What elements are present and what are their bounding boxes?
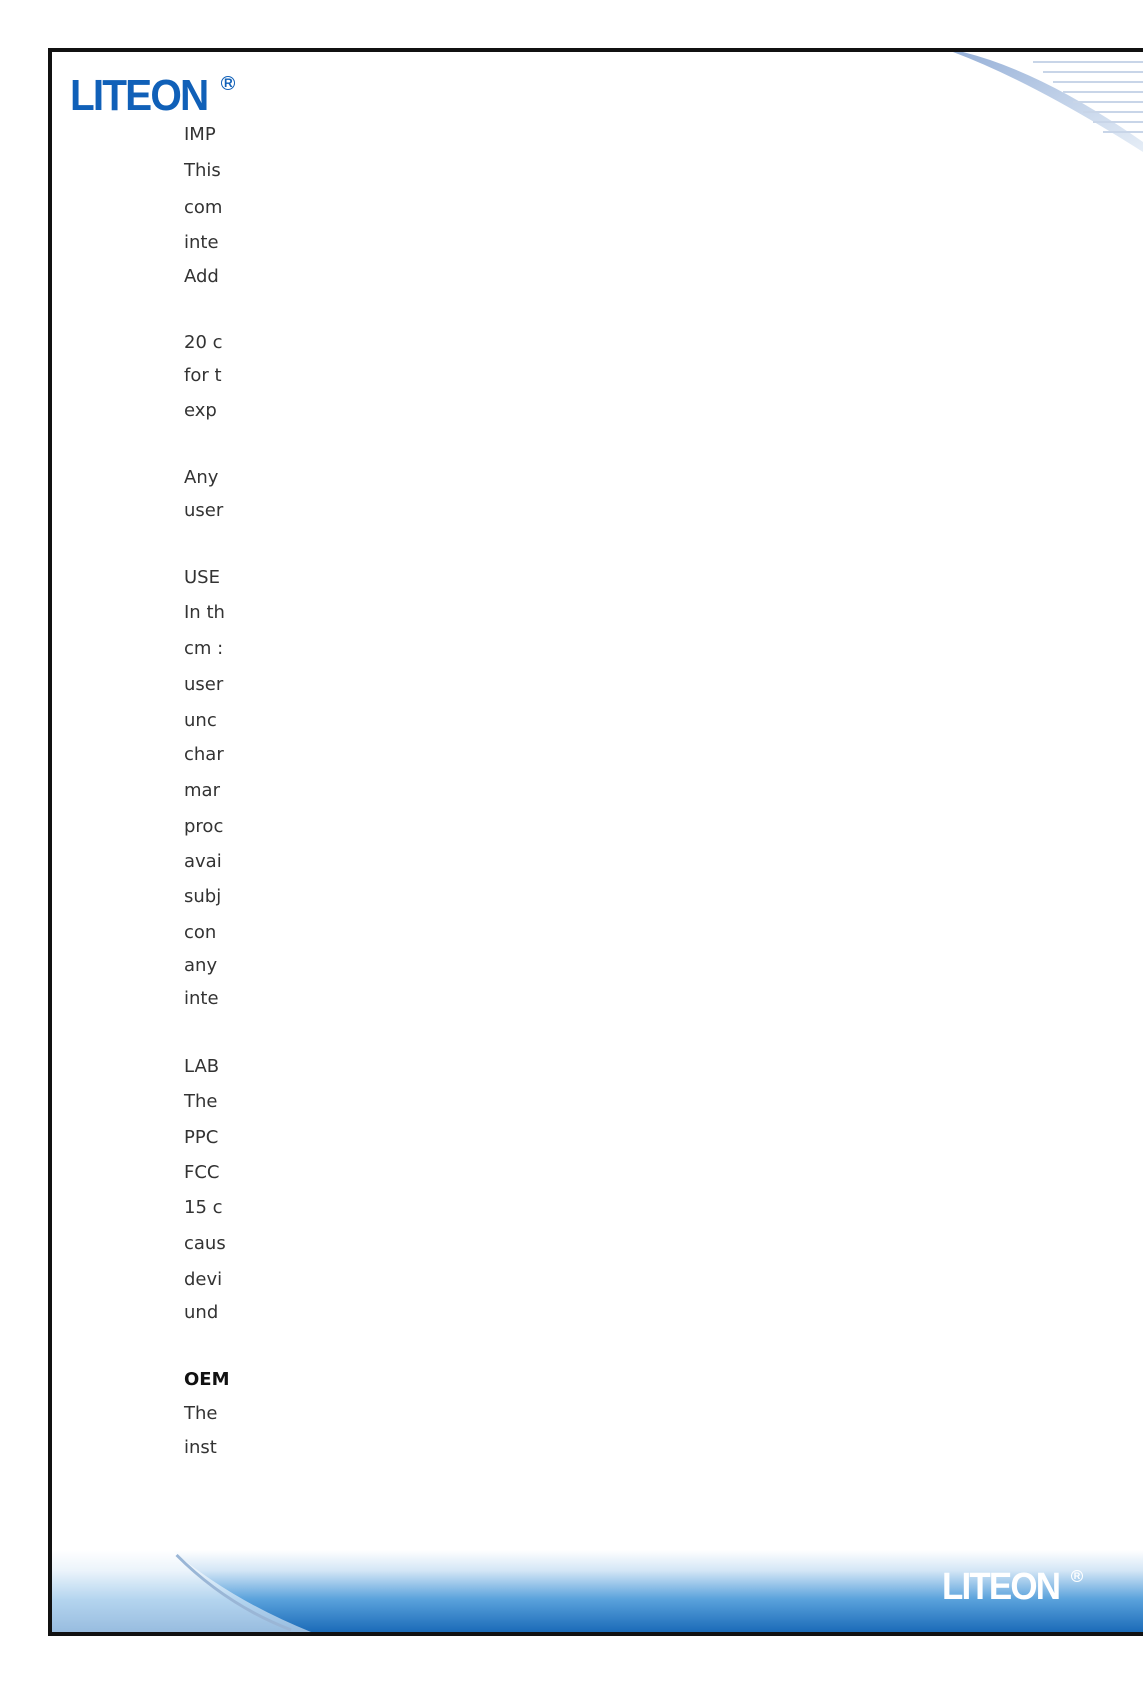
- text-line: und: [184, 1302, 219, 1323]
- text-line: proc: [184, 816, 224, 837]
- text-line: char: [184, 744, 224, 765]
- text-line: Add: [184, 266, 219, 287]
- registered-mark-icon: R: [1071, 1570, 1083, 1582]
- text-line: This: [184, 160, 221, 181]
- text-line: exp: [184, 400, 217, 421]
- text-line: cm :: [184, 638, 224, 659]
- text-line: inte: [184, 232, 219, 253]
- text-line: PPC: [184, 1127, 219, 1148]
- logo-wordmark: LITEON: [70, 71, 208, 120]
- text-line: FCC: [184, 1162, 220, 1183]
- text-line: user: [184, 500, 224, 521]
- text-line: unc: [184, 710, 217, 731]
- text-line: IMP: [184, 124, 216, 145]
- text-line: com: [184, 197, 223, 218]
- text-line: mar: [184, 780, 220, 801]
- text-line: con: [184, 922, 217, 943]
- document-text-column: [184, 124, 230, 1624]
- text-line: for t: [184, 365, 222, 386]
- text-line: The: [184, 1091, 218, 1112]
- registered-mark-icon: R: [221, 76, 235, 90]
- document-page: [48, 48, 1143, 1636]
- text-line: avai: [184, 851, 222, 872]
- text-line: USE: [184, 567, 220, 588]
- text-line: Any: [184, 467, 219, 488]
- text-line: inst: [184, 1437, 217, 1458]
- text-line: any: [184, 955, 218, 976]
- text-line: 15 c: [184, 1197, 223, 1218]
- text-line: subj: [184, 886, 222, 907]
- text-line: In th: [184, 602, 225, 623]
- liteon-logo-bottom: [942, 1568, 1083, 1606]
- section-heading: OEM: [184, 1369, 230, 1390]
- liteon-logo-top: [70, 71, 235, 128]
- text-line: caus: [184, 1233, 226, 1254]
- text-line: inte: [184, 988, 219, 1009]
- text-line: 20 c: [184, 332, 223, 353]
- text-line: LAB: [184, 1056, 220, 1077]
- text-line: The: [184, 1403, 218, 1424]
- corner-swoosh-decoration: [923, 52, 1143, 152]
- text-line: user: [184, 674, 224, 695]
- logo-wordmark: LITEON: [941, 1566, 1059, 1608]
- text-line: devi: [184, 1269, 223, 1290]
